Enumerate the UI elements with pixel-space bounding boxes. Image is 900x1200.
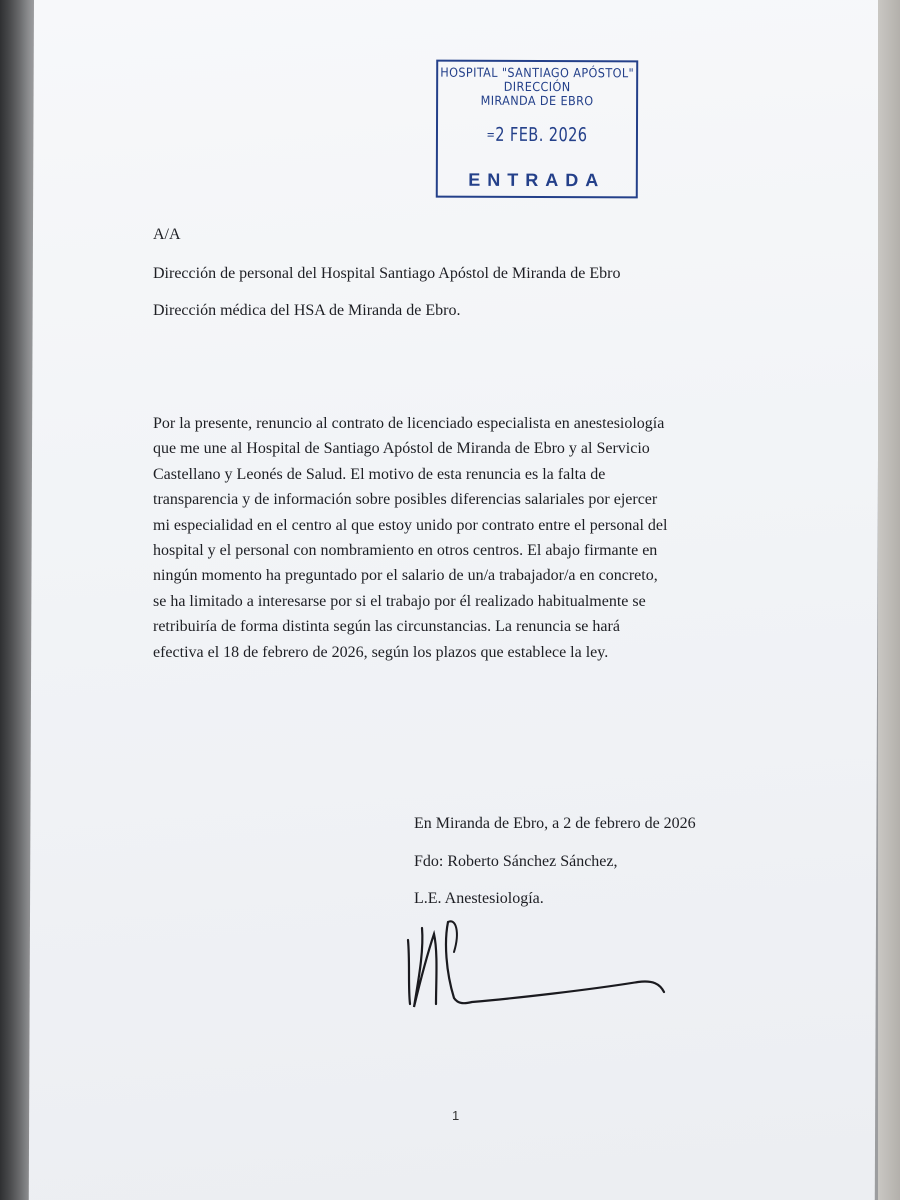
signed-by-line: Fdo: Roberto Sánchez Sánchez, bbox=[414, 853, 618, 870]
page-number: 1 bbox=[452, 1108, 460, 1123]
body-line: Castellano y Leonés de Salud. El motivo de esta renuncia es la falta de bbox=[153, 465, 606, 483]
recipient-line-1: Dirección de personal del Hospital Santiago Apóstol de Miranda de Ebro bbox=[153, 265, 621, 282]
stamp-hospital: HOSPITAL "SANTIAGO APÓSTOL" bbox=[440, 64, 635, 81]
entry-stamp bbox=[436, 60, 638, 199]
attention-line: A/A bbox=[153, 226, 181, 243]
body-line: efectiva el 18 de febrero de 2026, según los plazos que establece la ley. bbox=[153, 643, 609, 661]
body-paragraph bbox=[153, 411, 793, 665]
body-line: mi especialidad en el centro al que estoy unido por contrato entre el personal del bbox=[153, 516, 668, 534]
stamp-department: DIRECCIÓN bbox=[503, 78, 571, 95]
signer-title-line: L.E. Anestesiología. bbox=[414, 890, 544, 907]
body-line: hospital y el personal con nombramiento en otros centros. El abajo firmante en bbox=[153, 542, 658, 560]
body-line: retribuiría de forma distinta según las circunstancias. La renuncia se hará bbox=[153, 618, 620, 636]
stamp-entrada-label: ENTRADA bbox=[468, 169, 606, 191]
body-line: Por la presente, renuncio al contrato de licenciado especialista en anestesiología bbox=[153, 415, 665, 432]
body-line: ningún momento ha preguntado por el salario de un/a trabajador/a en concreto, bbox=[153, 567, 658, 585]
handwritten-signature bbox=[398, 912, 678, 1022]
body-line: se ha limitado a interesarse por si el trabajo por él realizado habitualmente se bbox=[153, 592, 646, 610]
stamp-city: MIRANDA DE EBRO bbox=[480, 92, 594, 109]
body-line: que me une al Hospital de Santiago Apóstol de Miranda de Ebro y al Servicio bbox=[153, 440, 650, 458]
place-date-line: En Miranda de Ebro, a 2 de febrero de 2026 bbox=[414, 815, 696, 832]
stamp-date: =2 FEB. 2026 bbox=[486, 123, 588, 147]
body-line: transparencia y de información sobre posibles diferencias salariales por ejercer bbox=[153, 491, 658, 509]
recipient-line-2: Dirección médica del HSA de Miranda de Ebro. bbox=[153, 302, 461, 319]
background-surface bbox=[878, 0, 900, 1200]
